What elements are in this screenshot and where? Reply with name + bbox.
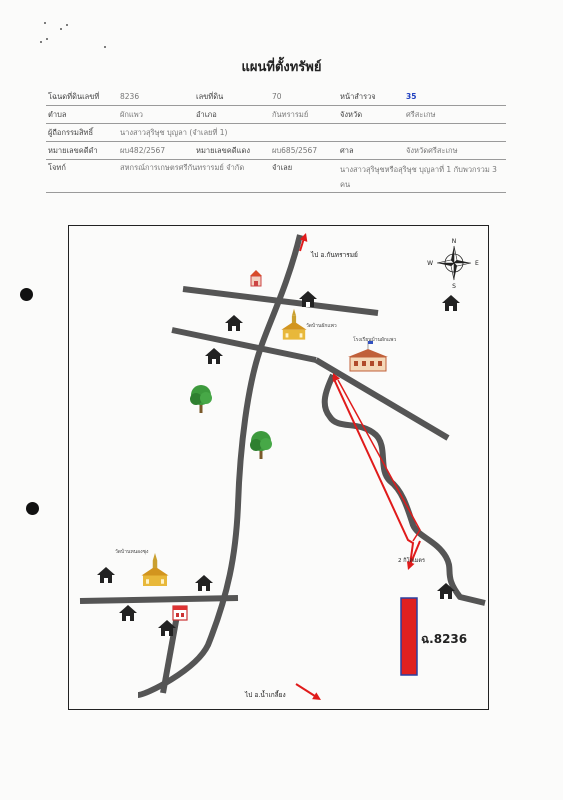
land-no-value: 70	[270, 88, 338, 106]
compass-east-label: E	[475, 260, 479, 267]
scan-speck	[46, 38, 48, 40]
road-lower-east-west	[80, 598, 238, 601]
route-to-parcel	[329, 371, 420, 571]
scan-speck	[66, 24, 68, 26]
deed-label: โฉนดที่ดินเลขที่	[46, 88, 118, 106]
plaintiff-value: สหกรณ์การเกษตรศรีกันทรารมย์ จำกัด	[118, 160, 270, 193]
scan-speck	[60, 28, 62, 30]
black-case-value: ผบ482/2567	[118, 142, 194, 160]
house-icon	[119, 605, 137, 621]
scan-speck	[104, 46, 106, 48]
shop-icon	[173, 606, 187, 620]
tree-icon	[250, 431, 272, 459]
punch-hole	[20, 288, 33, 301]
black-case-label: หมายเลขคดีดำ	[46, 142, 118, 160]
label-to-kantharalak: ไป อ.กันทรารมย์	[311, 251, 358, 259]
punch-hole	[26, 502, 39, 515]
table-row	[46, 124, 506, 142]
school-pakphaeo-label: โรงเรียนบ้านผักแพว	[353, 337, 397, 343]
survey-page-label: หน้าสำรวจ	[338, 88, 404, 106]
scan-speck	[44, 22, 46, 24]
table-row	[46, 160, 506, 193]
house-icon	[205, 348, 223, 364]
distance-label: 2 กิโลเมตร	[398, 558, 425, 564]
temple-pakphaeo-label: วัดบ้านผักแพว	[306, 323, 337, 329]
subdistrict-value: ผักแพว	[118, 106, 194, 124]
land-no-label: เลขที่ดิน	[194, 88, 270, 106]
court-label: ศาล	[338, 142, 404, 160]
defendant-value: นางสาวสุริษุชหรือสุริษุช บุญลาที่ 1 กับพวกรวม 3 คน	[338, 160, 506, 193]
district-value: กันทรารมย์	[270, 106, 338, 124]
property-info-table	[46, 88, 506, 193]
house-icon	[97, 567, 115, 583]
house-icon	[442, 295, 460, 311]
province-value: ศรีสะเกษ	[404, 106, 506, 124]
scan-speck	[40, 41, 42, 43]
owner-value: นางสาวสุริษุช บุญลา (จำเลยที่ 1)	[118, 124, 506, 142]
temple-nongsung-label: วัดบ้านหนองซุง	[115, 549, 149, 555]
defendant-label: จำเลย	[270, 160, 338, 193]
road-diagonal-east	[316, 360, 448, 438]
deed-value: 8236	[118, 88, 194, 106]
tree-icon	[190, 385, 212, 413]
page-title: แผนที่ตั้งทรัพย์	[241, 60, 322, 75]
plaintiff-label: โจทก์	[46, 160, 118, 193]
red-case-label: หมายเลขคดีแดง	[194, 142, 270, 160]
house-icon	[225, 315, 243, 331]
subdistrict-label: ตำบล	[46, 106, 118, 124]
compass-south-label: S	[452, 283, 456, 290]
province-label: จังหวัด	[338, 106, 404, 124]
district-label: อำเภอ	[194, 106, 270, 124]
owner-label: ผู้ถือกรรมสิทธิ์	[46, 124, 118, 142]
school-icon	[348, 341, 388, 371]
table-row	[46, 88, 506, 106]
compass-north-label: N	[451, 238, 457, 245]
red-case-value: ผบ685/2567	[270, 142, 338, 160]
label-to-namkliang: ไป อ.น้ำเกลี้ยง	[245, 691, 286, 699]
small-shrine-icon	[250, 270, 262, 286]
location-map	[68, 225, 489, 710]
compass-west-label: W	[427, 260, 433, 267]
table-row	[46, 106, 506, 124]
land-parcel	[401, 598, 417, 675]
temple-icon	[281, 309, 306, 340]
parcel-label: ฉ.8236	[421, 632, 468, 646]
road-network	[80, 235, 485, 695]
table-row	[46, 142, 506, 160]
house-icon	[195, 575, 213, 591]
compass-rose	[427, 238, 479, 290]
survey-page-value: 35	[404, 88, 506, 106]
arrow-to-namkliang	[296, 684, 323, 703]
court-value: จังหวัดศรีสะเกษ	[404, 142, 506, 160]
temple-icon	[142, 553, 169, 586]
